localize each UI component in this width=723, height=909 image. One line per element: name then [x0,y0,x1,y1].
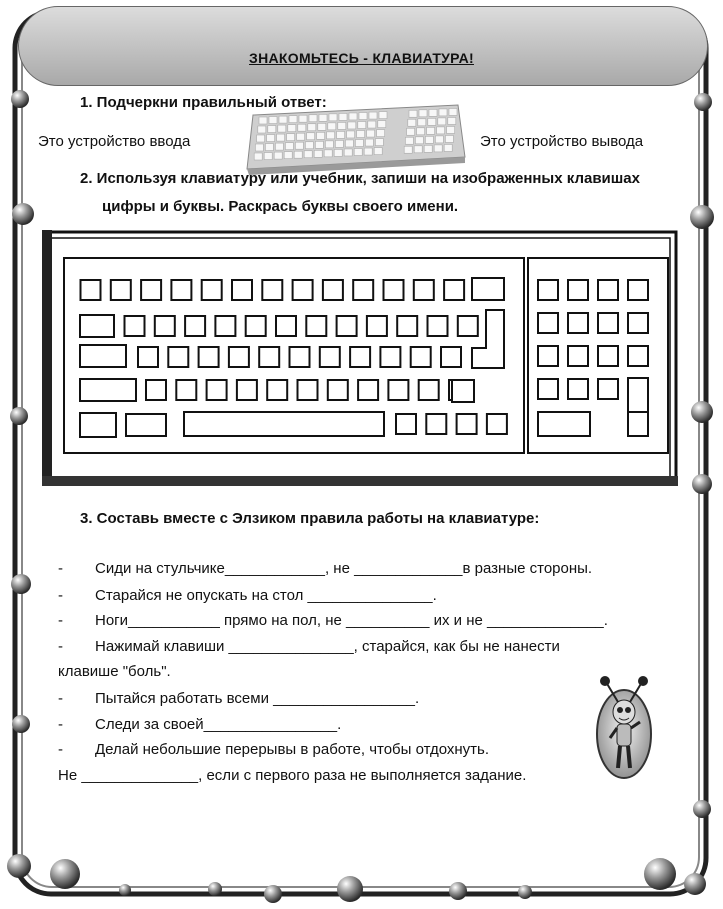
keyboard-key [426,414,446,434]
rule-line: Сиди на стульчике____________, не _____________в разные стороны. [95,560,593,577]
keyboard-key [353,280,373,300]
keyboard-photo-key [309,115,317,122]
keyboard-key [397,316,417,336]
keyboard-photo-key [347,131,355,138]
keyboard-key [538,379,558,399]
keyboard-photo-key [428,118,436,125]
keyboard-key [126,414,166,436]
keyboard-photo-key [435,136,443,143]
keyboard-photo-key [437,127,445,134]
keyboard-photo-key [318,123,326,130]
keyboard-key [176,380,196,400]
keyboard-photo-key [379,112,387,119]
keyboard-key [384,280,404,300]
keyboard-key [487,414,507,434]
keyboard-key [80,315,114,337]
keyboard-photo-key [327,132,335,139]
keyboard-photo-key [268,126,276,133]
keyboard-key [125,316,145,336]
keyboard-key [207,380,227,400]
keyboard-photo-key [288,125,296,132]
keyboard-key [138,347,158,367]
keyboard-key [185,316,205,336]
keyboard-key [458,316,478,336]
keyboard-photo-key [349,113,357,120]
keyboard-photo-key [295,142,303,149]
keyboard-photo-key [358,122,366,129]
keyboard-key [628,346,648,366]
keyboard-photo-key [298,124,306,131]
keyboard-photo-key [357,131,365,138]
keyboard-photo-key [299,115,307,122]
keyboard-key [323,280,343,300]
keyboard-photo-key [355,140,363,147]
keyboard-key [141,280,161,300]
keyboard-key [202,280,222,300]
keyboard-photo-key [424,145,432,152]
keyboard-photo-key [319,114,327,121]
keyboard-key [628,412,648,436]
task2-line2: цифры и буквы. Раскрась буквы своего имени. [102,198,459,215]
keyboard-photo-key [445,135,453,142]
keyboard-key [428,316,448,336]
keyboard-photo-key [337,131,345,138]
keyboard-photo-key [367,130,375,137]
rule-line-continuation: клавише "боль". [58,663,171,680]
keyboard-key [414,280,434,300]
keyboard-key [411,347,431,367]
keyboard-photo-key [289,116,297,123]
task1-heading: 1. Подчеркни правильный ответ: [80,94,327,111]
keyboard-key [80,413,116,437]
keyboard-photo-key [265,144,273,151]
keyboard-photo-key [415,137,423,144]
keyboard-photo-key [259,117,267,124]
keyboard-photo-key [374,148,382,155]
rule-dash: - [58,741,63,758]
keyboard-photo-key [344,149,352,156]
keyboard-photo-key [375,139,383,146]
keyboard-key [168,347,188,367]
keyboard-photo-key [279,116,287,123]
keyboard-key [259,347,279,367]
keyboard-photo-key [287,134,295,141]
keyboard-photo-key [285,143,293,150]
rule-line: Старайся не опускать на стол _______________. [95,587,437,604]
keyboard-key [155,316,175,336]
task2-line1: 2. Используя клавиатуру или учебник, запиши на изображенных клавишах [80,170,640,187]
keyboard-photo-key [254,153,262,160]
keyboard-key [171,280,191,300]
keyboard-key [568,313,588,333]
keyboard-key [452,380,474,402]
keyboard-key [237,380,257,400]
keyboard-photo-key [427,127,435,134]
keyboard-photo-key [354,149,362,156]
keyboard-key [538,346,558,366]
keyboard-key [472,278,504,300]
keyboard-key [396,414,416,434]
keyboard-photo-key [278,125,286,132]
rule-line: Нажимай клавиши _______________, старайся, как бы не нанести [95,638,560,655]
keyboard-key [215,316,235,336]
keyboard-key [598,346,618,366]
keyboard-key [419,380,439,400]
keyboard-photo-key [448,117,456,124]
option-input-device: Это устройство ввода [38,133,191,150]
rule-dash: - [58,690,63,707]
keyboard-key [380,347,400,367]
option-output-device: Это устройство вывода [480,133,644,150]
keyboard-photo-key [328,123,336,130]
keyboard-photo-key [359,113,367,120]
rule-dash: - [58,716,63,733]
keyboard-key [367,316,387,336]
keyboard-key [598,379,618,399]
rule-dash: - [58,612,63,629]
keyboard-photo-key [447,126,455,133]
header-band [18,6,708,86]
keyboard-key [568,346,588,366]
keyboard-photo-key [438,118,446,125]
keyboard-photo-key [264,153,272,160]
keyboard-photo-key [348,122,356,129]
keyboard-photo-key [414,146,422,153]
keyboard-key [146,380,166,400]
keyboard-key [262,280,282,300]
alien-mascot-icon [594,672,654,782]
keyboard-key [538,412,590,436]
keyboard-key [538,280,558,300]
keyboard-photo-key [294,151,302,158]
task3-heading: 3. Составь вместе с Элзиком правила работы на клавиатуре: [80,510,540,527]
keyboard-photo-key [269,117,277,124]
keyboard-key [306,316,326,336]
rule-dash: - [58,560,63,577]
keyboard-photo-key [255,144,263,151]
keyboard-photo-key [369,112,377,119]
keyboard-photo-key [307,133,315,140]
keyboard-photo-key [345,140,353,147]
keyboard-photo-key [315,141,323,148]
keyboard-diagram [42,230,678,486]
keyboard-photo-key [334,149,342,156]
keyboard-photo-key [419,110,427,117]
keyboard-key [199,347,219,367]
keyboard-photo-key [364,148,372,155]
keyboard-photo-key [378,121,386,128]
keyboard-key [320,347,340,367]
keyboard-photo-key [434,145,442,152]
keyboard-photo-key [274,152,282,159]
keyboard-photo-key [257,135,265,142]
rule-line: Ноги___________ прямо на пол, не __________ их и не ______________. [95,612,608,629]
keyboard-key [444,280,464,300]
keyboard-key [441,347,461,367]
rule-dash: - [58,587,63,604]
keyboard-key [293,280,313,300]
keyboard-key [538,313,558,333]
keyboard-photo-key [404,146,412,153]
keyboard-key [81,280,101,300]
keyboard-photo-key [338,122,346,129]
keyboard-photo-key [449,108,457,115]
keyboard-photo-key [444,144,452,151]
keyboard-key [568,379,588,399]
keyboard-photo-key [308,124,316,131]
keyboard-key [388,380,408,400]
keyboard-key [276,316,296,336]
keyboard-photo-key [284,152,292,159]
keyboard-key [246,316,266,336]
keyboard-photo-key [417,128,425,135]
rule-line: Пытайся работать всеми _________________. [95,690,420,707]
keyboard-photo-key [377,130,385,137]
keyboard-key [290,347,310,367]
keyboard-photo-key [325,141,333,148]
keyboard-key [337,316,357,336]
keyboard-key [628,313,648,333]
keyboard-key [598,313,618,333]
keyboard-photo-icon [243,97,468,175]
page-title: ЗНАКОМЬТЕСЬ - КЛАВИАТУРА! [249,50,474,66]
keyboard-key [184,412,384,436]
keyboard-photo-key [275,143,283,150]
keyboard-key [232,280,252,300]
rule-dash: - [58,638,63,655]
keyboard-key [267,380,287,400]
keyboard-photo-key [429,109,437,116]
keyboard-key [457,414,477,434]
keyboard-photo-key [297,133,305,140]
rule-line: Следи за своей________________. [95,716,342,733]
keyboard-key [568,280,588,300]
keyboard-photo-key [425,136,433,143]
keyboard-photo-key [335,140,343,147]
keyboard-photo-key [314,150,322,157]
keyboard-photo-key [329,114,337,121]
keyboard-photo-key [304,151,312,158]
keyboard-photo-key [305,142,313,149]
keyboard-photo-key [418,119,426,126]
keyboard-photo-key [405,137,413,144]
keyboard-photo-key [267,135,275,142]
keyboard-photo-key [409,110,417,117]
keyboard-photo-key [258,126,266,133]
keyboard-photo-key [365,139,373,146]
keyboard-photo-key [324,150,332,157]
keyboard-photo-key [408,119,416,126]
rule-line-final: Не ______________, если с первого раза не выполняется задание. [58,767,527,784]
keyboard-key [598,280,618,300]
keyboard-key [80,345,126,367]
keyboard-photo-key [277,134,285,141]
keyboard-key [328,380,348,400]
keyboard-photo-key [368,121,376,128]
keyboard-key [111,280,131,300]
keyboard-photo-key [317,132,325,139]
rule-line: Делай небольшие перерывы в работе, чтобы отдохнуть. [95,741,490,758]
keyboard-key [350,347,370,367]
keyboard-photo-key [339,113,347,120]
keyboard-key [628,280,648,300]
keyboard-key [229,347,249,367]
keyboard-key [358,380,378,400]
keyboard-key [80,379,136,401]
keyboard-photo-key [439,109,447,116]
keyboard-photo-key [407,128,415,135]
keyboard-key [298,380,318,400]
